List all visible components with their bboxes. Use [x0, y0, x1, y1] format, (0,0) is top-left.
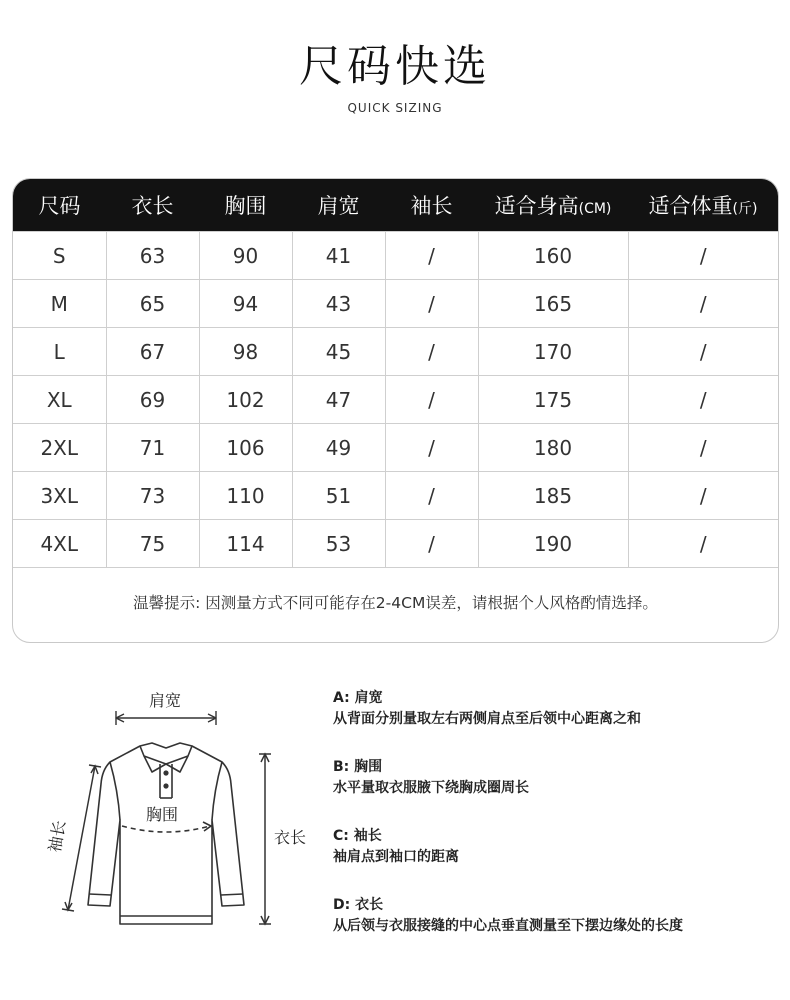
table-row	[13, 472, 778, 520]
table-row	[13, 376, 778, 424]
legend-description: 水平量取衣服腋下绕胸成圈周长	[333, 780, 529, 796]
legend-item	[333, 826, 773, 868]
table-cell: 175	[478, 376, 628, 424]
table-cell: 185	[478, 472, 628, 520]
table-row	[13, 520, 778, 568]
table-header-cell	[385, 179, 478, 232]
table-header-cell	[13, 179, 106, 232]
table-cell: /	[628, 520, 778, 568]
table-cell: 45	[292, 328, 385, 376]
table-cell: /	[628, 232, 778, 280]
table-cell: /	[385, 328, 478, 376]
table-cell: 110	[199, 472, 292, 520]
table-cell: 75	[106, 520, 199, 568]
table-cell: 65	[106, 280, 199, 328]
table-cell: 170	[478, 328, 628, 376]
legend-description: 从后领与衣服接缝的中心点垂直测量至下摆边缘处的长度	[333, 918, 683, 934]
table-cell: 190	[478, 520, 628, 568]
page-subtitle: QUICK SIZING	[347, 101, 443, 115]
table-cell: /	[628, 424, 778, 472]
table-cell: /	[385, 280, 478, 328]
table-cell: 73	[106, 472, 199, 520]
table-cell: /	[385, 424, 478, 472]
sleeve-label: 袖长	[44, 818, 70, 854]
header-label: 肩宽	[317, 194, 360, 218]
table-cell: M	[13, 280, 106, 328]
table-cell: /	[385, 376, 478, 424]
page-title: 尺码快选	[299, 41, 491, 92]
table-cell: XL	[13, 376, 106, 424]
header-label: 衣长	[131, 194, 174, 218]
table-header-row	[13, 179, 778, 232]
header-label: 袖长	[410, 194, 453, 218]
table-cell: 106	[199, 424, 292, 472]
table-cell: /	[385, 232, 478, 280]
table-header-cell	[292, 179, 385, 232]
header-unit: (CM)	[578, 201, 612, 217]
legend-title: C: 袖长	[333, 828, 382, 844]
size-table	[13, 179, 778, 568]
measurement-tip: 温馨提示: 因测量方式不同可能存在2-4CM误差，请根据个人风格酌情选择。	[133, 594, 658, 612]
measurement-legend	[333, 688, 773, 964]
legend-description: 从背面分别量取左右两侧肩点至后领中心距离之和	[333, 711, 641, 727]
legend-item	[333, 688, 773, 730]
table-cell: 51	[292, 472, 385, 520]
table-cell: 4XL	[13, 520, 106, 568]
table-cell: 63	[106, 232, 199, 280]
size-chart-card	[12, 178, 779, 643]
table-cell: 160	[478, 232, 628, 280]
table-cell: 71	[106, 424, 199, 472]
table-cell: /	[385, 472, 478, 520]
header-label: 适合身高	[494, 194, 579, 218]
table-cell: L	[13, 328, 106, 376]
table-row	[13, 232, 778, 280]
table-cell: /	[628, 376, 778, 424]
table-header-cell	[106, 179, 199, 232]
table-cell: /	[385, 520, 478, 568]
table-cell: 69	[106, 376, 199, 424]
table-cell: 90	[199, 232, 292, 280]
table-row	[13, 424, 778, 472]
table-cell: /	[628, 280, 778, 328]
legend-title: D: 衣长	[333, 897, 384, 913]
table-cell: 41	[292, 232, 385, 280]
table-body	[13, 232, 778, 568]
table-header-cell	[628, 179, 778, 232]
table-row	[13, 328, 778, 376]
measurement-diagram	[40, 680, 320, 940]
header-label: 适合体重	[648, 194, 733, 218]
chest-label: 胸围	[146, 805, 179, 824]
length-label: 衣长	[274, 828, 307, 847]
shoulder-label: 肩宽	[149, 691, 182, 710]
legend-description: 袖肩点到袖口的距离	[333, 849, 459, 865]
shirt-illustration	[40, 680, 320, 940]
table-cell: 2XL	[13, 424, 106, 472]
table-cell: /	[628, 472, 778, 520]
header-unit: (斤)	[732, 201, 758, 217]
legend-title: B: 胸围	[333, 759, 383, 775]
legend-item	[333, 757, 773, 799]
header-label: 尺码	[38, 194, 81, 218]
table-cell: /	[628, 328, 778, 376]
table-row	[13, 280, 778, 328]
legend-title: A: 肩宽	[333, 690, 383, 706]
table-cell: 53	[292, 520, 385, 568]
table-cell: 114	[199, 520, 292, 568]
legend-item	[333, 895, 773, 937]
table-cell: 3XL	[13, 472, 106, 520]
header-label: 胸围	[224, 194, 267, 218]
table-header-cell	[199, 179, 292, 232]
table-cell: 47	[292, 376, 385, 424]
table-cell: 67	[106, 328, 199, 376]
table-cell: 43	[292, 280, 385, 328]
table-header-cell	[478, 179, 628, 232]
table-cell: S	[13, 232, 106, 280]
table-cell: 49	[292, 424, 385, 472]
table-cell: 94	[199, 280, 292, 328]
table-cell: 165	[478, 280, 628, 328]
table-cell: 98	[199, 328, 292, 376]
table-cell: 180	[478, 424, 628, 472]
table-cell: 102	[199, 376, 292, 424]
